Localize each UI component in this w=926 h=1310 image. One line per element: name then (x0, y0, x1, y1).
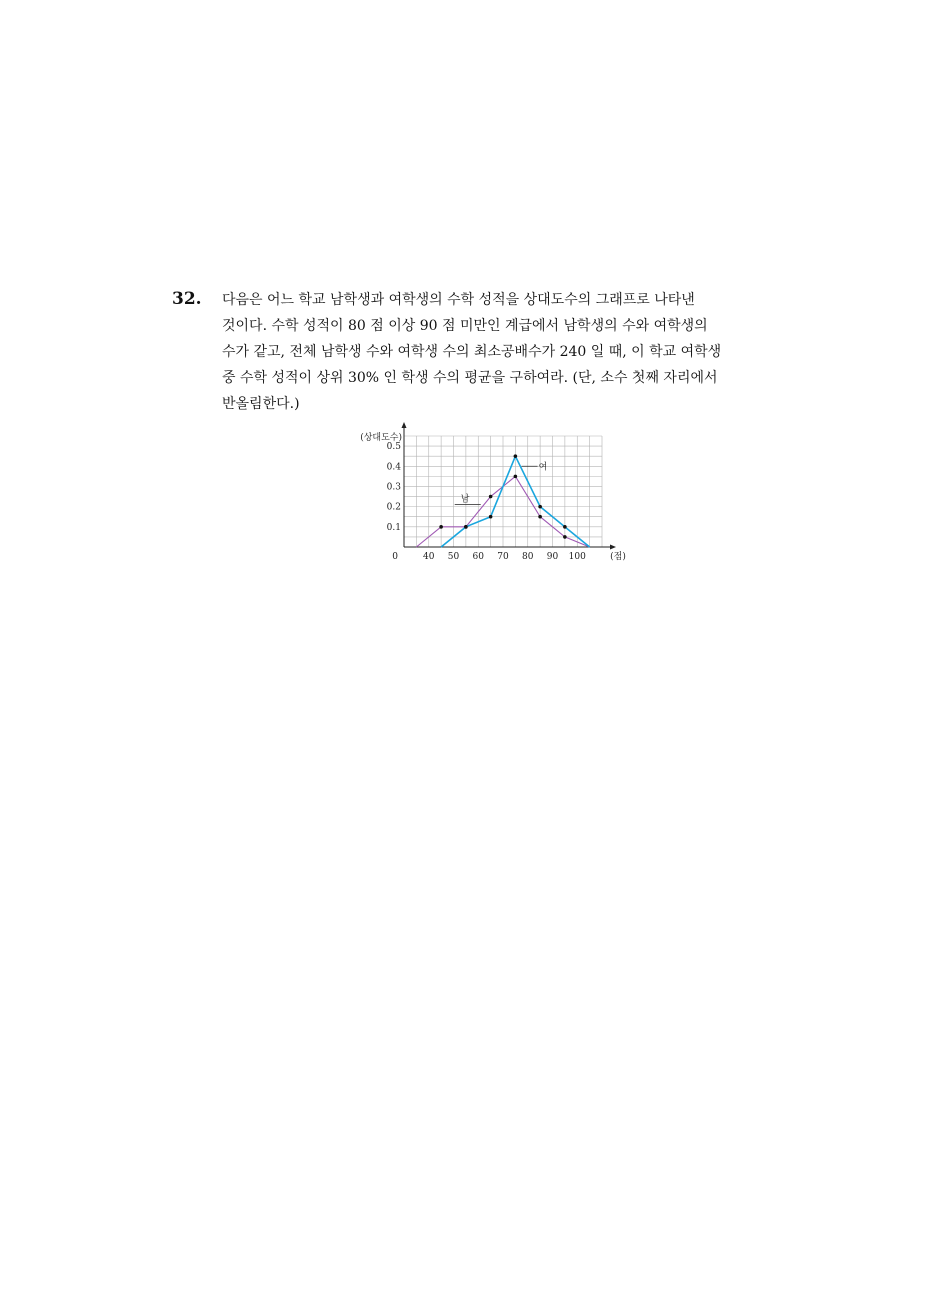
problem-text-line: 중 수학 성적이 상위 30% 인 학생 수의 평균을 구하여라. (단, 소수 첫째 자리에서 (222, 370, 718, 386)
chart-grid (404, 436, 602, 547)
data-point-남 (538, 515, 542, 519)
data-point-남 (439, 525, 443, 529)
y-axis-arrow (402, 422, 407, 428)
y-axis-label: (상대도수) (360, 433, 402, 443)
data-point-여 (538, 505, 542, 509)
problem-number: 32. (172, 289, 202, 309)
x-axis-label: (점) (610, 552, 626, 562)
x-tick-label: 80 (522, 552, 534, 562)
x-tick-label: 90 (546, 552, 559, 562)
x-tick-label: 40 (423, 552, 435, 562)
x-tick-label: 100 (568, 552, 586, 562)
data-point-여 (489, 515, 493, 519)
problem-text (222, 287, 762, 417)
x-tick-label: 50 (447, 552, 460, 562)
problem-text-line: 반올림한다.) (222, 396, 300, 412)
chart-axes (402, 422, 617, 550)
y-tick-label: 0.2 (386, 502, 401, 513)
data-point-남 (489, 495, 493, 499)
y-tick-label: 0.3 (386, 482, 401, 493)
data-point-여 (464, 525, 468, 529)
x-axis-arrow (610, 545, 616, 550)
series-name-label: 여 (538, 462, 548, 473)
y-tick-label: 0.4 (386, 462, 401, 473)
data-point-남 (514, 475, 518, 479)
y-tick-label: 0.1 (386, 522, 401, 533)
chart-svg (350, 422, 626, 570)
problem-text-line: 다음은 어느 학교 남학생과 여학생의 수학 성적을 상대도수의 그래프로 나타낸 (222, 292, 695, 308)
data-point-남 (563, 535, 567, 539)
x-tick-label: 70 (497, 552, 509, 562)
relative-frequency-chart (350, 422, 626, 570)
series-name-label: 남 (460, 494, 470, 505)
problem-text-line: 것이다. 수학 성적이 80 점 이상 90 점 미만인 계급에서 남학생의 수와 여학생의 (222, 318, 708, 334)
y-tick-label: 0.5 (386, 442, 401, 453)
origin-label: 0 (392, 552, 398, 562)
problem-text-line: 수가 같고, 전체 남학생 수와 여학생 수의 최소공배수가 240 일 때, 이 학교 여학생 (222, 344, 722, 360)
x-tick-label: 60 (472, 552, 484, 562)
data-point-여 (563, 525, 567, 529)
data-point-여 (514, 454, 518, 458)
